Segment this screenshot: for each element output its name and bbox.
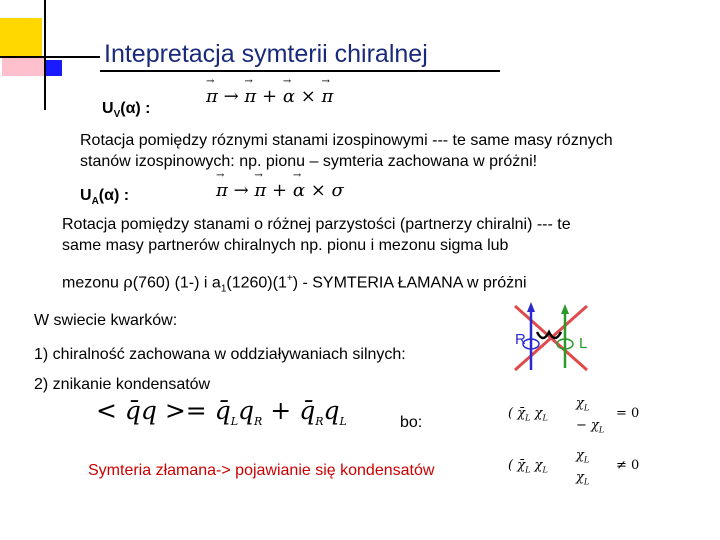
symmetry-broken-note: Symteria złamana-> pojawianie się kondensatów	[88, 462, 435, 479]
quarks-item-2: 2) znikanie kondensatów	[34, 376, 211, 393]
quarks-heading: W swiecie kwarków:	[34, 312, 178, 329]
ua-formula: → π → → π + → α × σ	[216, 170, 344, 201]
uv-label: $U_V(\alpha)$ :	[102, 100, 151, 121]
chirality-diagram	[505, 298, 605, 376]
l-label: L	[579, 335, 588, 352]
r-label: R	[515, 331, 526, 348]
uv-formula: → π → → π + → α × → π	[206, 76, 334, 107]
title-underline	[100, 70, 500, 72]
l-arrowhead	[561, 304, 569, 314]
corner-decoration-horizontal-line	[0, 56, 100, 58]
corner-decoration-pink	[2, 58, 44, 76]
chi-equation-1: ( $\chī_L$ $\chi_L$ $\chi_L$ − $\chi_L$ = 0	[508, 396, 640, 435]
corner-decoration-vertical-line	[44, 0, 46, 110]
corner-decoration-blue	[44, 60, 62, 76]
chi-equation-2: ( $\chī_L$ $\chi_L$ $\chi_L$ $\chi_L$ ≠ 0	[508, 448, 640, 487]
uv-description-line1: Rotacja pomiędzy róznymi stanami izospinowymi --- te same masy róznych	[80, 132, 613, 149]
slide-title: Intepretacja symterii chiralnej	[104, 40, 428, 68]
ua-description-line3: mezonu ρ(760) (1-) i $a_1(1260)(1^+)$ - SYMTERIA ŁAMANA w próżni	[62, 272, 527, 295]
ua-description-line2: same masy partnerów chiralnych np. pionu i mezonu sigma lub	[62, 237, 509, 254]
ua-label: $U_A(\alpha)$ :	[80, 187, 130, 208]
uv-description-line2: stanów izospinowych: np. pionu – symteria zachowana w próżni!	[80, 153, 538, 170]
bo-label: bo:	[400, 414, 423, 431]
r-arrowhead	[527, 302, 535, 312]
ua-description-line1: Rotacja pomiędzy stanami o różnej parzystości (partnerzy chiralni) --- te	[62, 216, 571, 233]
quarks-item-1: 1) chiralność zachowana w oddziaływaniach silnych:	[34, 346, 406, 363]
corner-decoration-yellow	[0, 18, 42, 58]
condensate-equation: < q̄q >= $q̄_Lq_R$ + $q̄_Rq_L$	[96, 396, 347, 428]
